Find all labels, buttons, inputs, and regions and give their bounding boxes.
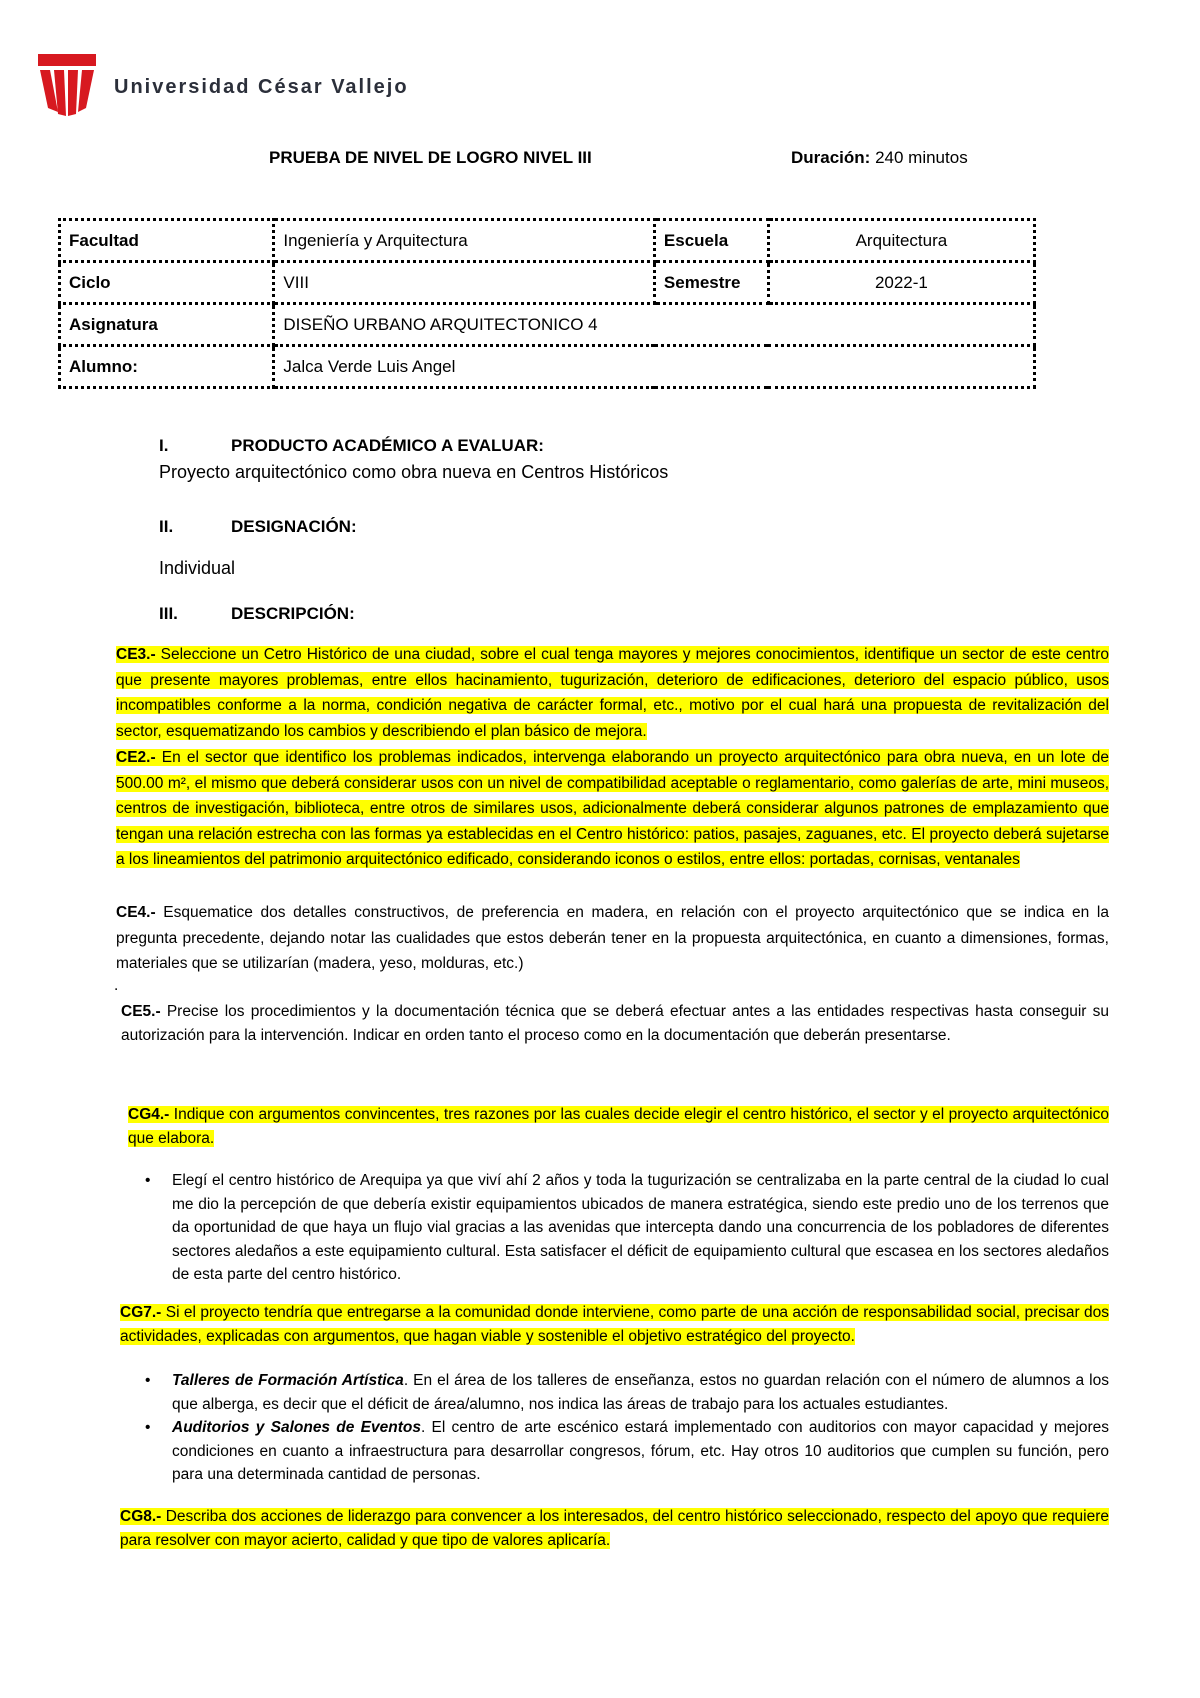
cg7-activity-2-text: . El centro de arte escénico estará implementado con auditorios con mayor capacidad y mejores condiciones en cuanto a infraestructura para desarrollar congresos, fórum, etc. Hay otros 10 auditorios que cumplen su función, pero para una determinada cantidad de personas. [172,1419,1109,1483]
cg4-answer-text: Elegí el centro histórico de Arequipa ya que viví ahí 2 años y toda la tugurización se centralizaba en la parte central de la ciudad lo cual me dio la percepción de que debería existir equipamientos ubicados de manera estratégica, siendo este predio uno de los terrenos que da oportunidad de que haya un flujo vial gracias a las avenidas que intercepta dando una concurrencia de los pobladores de diferentes sectores aledaños a este equipamiento cultural. Esta satisfacer el déficit de equipamiento cultural que escasea en los sectores aledaños de esta parte del centro histórico. [172,1172,1109,1283]
section-2-number: II. [159,517,174,536]
question-ce2 [116,745,1109,873]
semester-value: 2022-1 [768,262,1034,304]
section-3-title: DESCRIPCIÓN: [231,604,355,623]
bullet-icon: • [145,1172,151,1189]
subject-value: DISEÑO URBANO ARQUITECTONICO 4 [274,304,1035,346]
question-cg8-text: Describa dos acciones de liderazgo para convencer a los interesados, del centro histórico seleccionado, respecto del apoyo que requiere para resolver con mayor acierto, calidad y que tipo de valores aplicaría. [120,1508,1109,1549]
subject-label: Asignatura [60,304,274,346]
cg7-activity-1-title: Talleres de Formación Artística [172,1372,404,1389]
question-ce2-tag: CE2.- [116,749,156,766]
cycle-value: VIII [274,262,655,304]
table-row [60,220,1035,262]
question-cg7-highlight [120,1304,1109,1345]
question-cg4-highlight [128,1106,1109,1147]
info-table [58,218,1036,389]
university-logo [36,52,409,118]
cycle-label: Ciclo [60,262,274,304]
question-ce3 [116,642,1109,744]
table-row [60,262,1035,304]
duration-label: Duración: [791,148,871,167]
section-2-heading [159,517,357,537]
table-row [60,346,1035,388]
question-cg7-tag: CG7.- [120,1304,162,1321]
exam-duration [791,148,968,168]
question-ce2-highlight [116,749,1109,868]
ucv-shield-icon [36,52,98,118]
question-ce4-text: Esquematice dos detalles constructivos, de preferencia en madera, en relación con el proyecto arquitectónico que se indica en la pregunta precedente, dejando notar las cualidades que estos deberán tener en la propuesta arquitectónica, en cuanto a dimensiones, formas, materiales que se utilizarían (madera, yeso, molduras, etc.) [116,904,1109,972]
question-ce3-text: Seleccione un Cetro Histórico de una ciudad, sobre el cual tenga mayores y mejores conocimientos, identifique un sector de este centro que presente mayores problemas, entre ellos hacinamiento, tugurización, deterioro de edificaciones, deterioro del espacio público, usos incompatibles conforme a la norma, condición negativa de carácter formal, etc., motivo por el cual hará una propuesta de revitalización del sector, esquematizando los cambios y describiendo el plan básico de mejora. [116,646,1109,740]
university-name: Universidad César Vallejo [114,75,409,98]
cg7-activity-2-title: Auditorios y Salones de Eventos [172,1419,421,1436]
question-ce5-tag: CE5.- [121,1003,161,1020]
question-cg4-tag: CG4.- [128,1106,170,1123]
list-item [135,1416,1109,1487]
question-ce5-text: Precise los procedimientos y la documentación técnica que se deberá efectuar antes a las entidades respectivas hasta conseguir su autorización para la intervención. Indicar en orden tanto el proceso como en la documentación que deberán presentarse. [121,1003,1109,1044]
question-cg8-highlight [120,1508,1109,1549]
question-cg8 [120,1505,1109,1553]
section-3-number: III. [159,604,178,623]
question-cg4 [128,1103,1109,1151]
section-3-heading [159,604,355,624]
question-ce4-trailing: . [114,977,119,994]
school-label: Escuela [654,220,768,262]
section-2-body: Individual [159,558,236,578]
cg7-activity-1-text: . En el área de los talleres de enseñanza, estos no guardan relación con el número de alumnos a los que alberga, es decir que el déficit de área/alumno, nos indica las áreas de trabajo para los actuales estudiantes. [172,1372,1109,1413]
school-value: Arquitectura [768,220,1034,262]
question-ce3-tag: CE3.- [116,646,156,663]
question-cg7-text: Si el proyecto tendría que entregarse a la comunidad donde interviene, como parte de una acción de responsabilidad social, precisar dos actividades, explicadas con argumentos, que hagan viable y sostenible el objetivo estratégico del proyecto. [120,1304,1109,1345]
section-1-body: Proyecto arquitectónico como obra nueva en Centros Históricos [159,462,669,482]
question-cg4-text: Indique con argumentos convincentes, tres razones por las cuales decide elegir el centro histórico, el sector y el proyecto arquitectónico que elabora. [128,1106,1109,1147]
exam-title: PRUEBA DE NIVEL DE LOGRO NIVEL III [269,148,592,167]
faculty-value: Ingeniería y Arquitectura [274,220,655,262]
question-ce3-highlight [116,646,1109,740]
question-ce5 [121,1000,1109,1048]
cg7-answer-list [135,1369,1109,1487]
section-2-title: DESIGNACIÓN: [231,517,357,536]
student-label: Alumno: [60,346,274,388]
list-item [135,1369,1109,1416]
question-ce4-tag: CE4.- [116,904,156,921]
section-1-heading [159,436,544,456]
student-value: Jalca Verde Luis Angel [274,346,1035,388]
bullet-icon: • [145,1372,151,1389]
semester-label: Semestre [654,262,768,304]
duration-value: 240 minutos [875,148,968,167]
cg4-answer-list [135,1169,1109,1287]
question-cg7 [120,1301,1109,1349]
question-ce2-text: En el sector que identifico los problemas indicados, intervenga elaborando un proyecto arquitectónico para obra nueva, en un lote de 500.00 m², el mismo que deberá considerar usos con un nivel de compatibilidad aceptable o reglamentario, como galerías de arte, mini museos, centros de investigación, biblioteca, entre otros de similares usos, adicionalmente deberá considerar algunos patrones de emplazamiento que tengan una relación estrecha con las formas ya establecidas en el Centro histórico: patios, pasajes, zaguanes, etc. El proyecto deberá sujetarse a los lineamientos del patrimonio arquitectónico edificado, considerando iconos o estilos, entre ellos: portadas, cornisas, ventanales [116,749,1109,868]
section-1-title: PRODUCTO ACADÉMICO A EVALUAR: [231,436,544,455]
section-1-number: I. [159,436,169,455]
faculty-label: Facultad [60,220,274,262]
question-ce4 [116,900,1109,977]
table-row [60,304,1035,346]
bullet-icon: • [145,1419,151,1436]
question-cg8-tag: CG8.- [120,1508,162,1525]
list-item [135,1169,1109,1287]
